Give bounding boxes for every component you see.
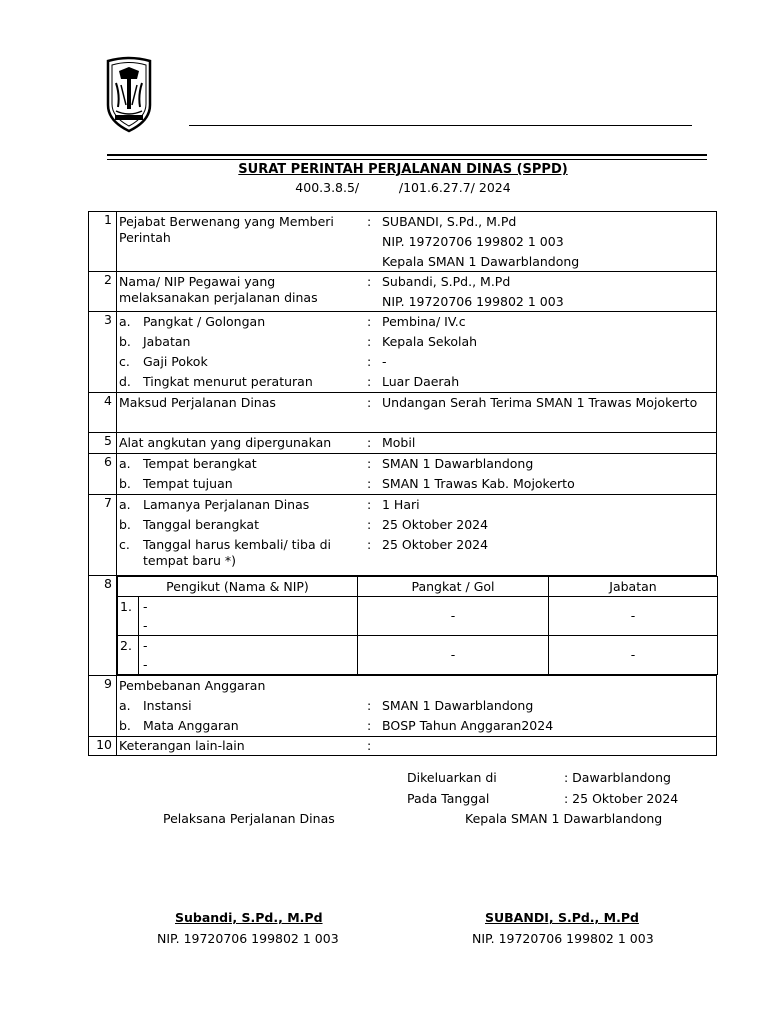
item-colon: : [367, 718, 372, 733]
column-header: Jabatan [549, 577, 718, 597]
follower-row [118, 636, 718, 675]
item-value: BOSP Tahun Anggaran2024 [382, 718, 554, 733]
table-row [89, 737, 717, 756]
document-title: SURAT PERINTAH PERJALANAN DINAS (SPPD) [238, 162, 568, 177]
header-double-rule-thick [107, 154, 707, 156]
item-letter: a. [119, 456, 131, 471]
follower-jabatan: - [549, 636, 718, 675]
follower-name: - [143, 599, 148, 614]
item-letter: b. [119, 718, 131, 733]
follower-name: - [143, 638, 148, 653]
follower-table [117, 576, 718, 675]
item-label: Tempat berangkat [143, 456, 257, 471]
item-colon: : [367, 354, 372, 369]
item-label: Tingkat menurut peraturan [143, 374, 313, 389]
item-colon: : [367, 314, 372, 329]
item-value: 25 Oktober 2024 [382, 537, 489, 552]
table-row [89, 433, 717, 454]
row-number: 8 [89, 576, 117, 676]
province-emblem-icon [104, 55, 154, 133]
item-letter: a. [119, 314, 131, 329]
item-label: Jabatan [143, 334, 191, 349]
row-value: Undangan Serah Terima SMAN 1 Trawas Mojokerto [382, 395, 698, 410]
item-colon: : [367, 517, 372, 532]
row-colon: : [367, 274, 372, 289]
item-label: Pangkat / Golongan [143, 314, 266, 329]
follower-row [118, 597, 718, 636]
row-colon: : [367, 214, 372, 229]
row-number: 10 [89, 737, 117, 756]
issued-label: Dikeluarkan di [407, 770, 497, 785]
row-label: Pembebanan Anggaran [119, 678, 266, 693]
right-signer-nip: NIP. 19720706 199802 1 003 [472, 931, 654, 946]
row-value: NIP. 19720706 199802 1 003 [382, 294, 564, 309]
item-value: - [382, 354, 387, 369]
table-row [89, 495, 717, 576]
item-label: Tanggal harus kembali/ tiba di tempat baru *) [143, 537, 331, 568]
left-signer-name: Subandi, S.Pd., M.Pd [175, 910, 323, 925]
item-colon: : [367, 476, 372, 491]
date-value: : 25 Oktober 2024 [564, 791, 679, 806]
row-value: Subandi, S.Pd., M.Pd [382, 274, 511, 289]
row-colon: : [367, 395, 372, 410]
item-colon: : [367, 334, 372, 349]
left-signer-role: Pelaksana Perjalanan Dinas [163, 811, 335, 826]
item-label: Gaji Pokok [143, 354, 208, 369]
item-letter: b. [119, 517, 131, 532]
row-label: Maksud Perjalanan Dinas [119, 395, 276, 410]
issued-value: : Dawarblandong [564, 770, 671, 785]
table-row [89, 312, 717, 393]
item-letter: b. [119, 334, 131, 349]
row-colon: : [367, 738, 372, 753]
table-row [89, 576, 717, 676]
item-letter: c. [119, 354, 130, 369]
row-value: SUBANDI, S.Pd., M.Pd [382, 214, 517, 229]
row-number: 5 [89, 433, 117, 454]
right-signer-role: Kepala SMAN 1 Dawarblandong [465, 811, 663, 826]
item-label: Tanggal berangkat [143, 517, 259, 532]
row-number: 6 [89, 454, 117, 495]
letterhead-line [189, 125, 692, 126]
row-label: Alat angkutan yang dipergunakan [119, 435, 332, 450]
item-value: Pembina/ IV.c [382, 314, 466, 329]
item-label: Mata Anggaran [143, 718, 239, 733]
row-label: Pejabat Berwenang yang Memberi Perintah [119, 214, 334, 245]
row-value: NIP. 19720706 199802 1 003 [382, 234, 564, 249]
item-letter: b. [119, 476, 131, 491]
follower-jabatan: - [549, 597, 718, 636]
table-row [89, 272, 717, 312]
header-double-rule-thin [107, 159, 707, 160]
follower-index: 2. [120, 638, 132, 653]
item-label: Lamanya Perjalanan Dinas [143, 497, 310, 512]
item-value: Kepala Sekolah [382, 334, 478, 349]
item-value: 1 Hari [382, 497, 420, 512]
item-value: SMAN 1 Trawas Kab. Mojokerto [382, 476, 575, 491]
item-value: SMAN 1 Dawarblandong [382, 698, 534, 713]
row-number: 1 [89, 212, 117, 272]
row-number: 2 [89, 272, 117, 312]
item-value: SMAN 1 Dawarblandong [382, 456, 534, 471]
table-row [89, 393, 717, 433]
row-value: Mobil [382, 435, 416, 450]
document-number: 400.3.8.5/ /101.6.27.7/ 2024 [295, 180, 511, 195]
row-label: Nama/ NIP Pegawai yang melaksanakan perjalanan dinas [119, 274, 318, 305]
date-label: Pada Tanggal [407, 791, 490, 806]
item-colon: : [367, 537, 372, 552]
item-colon: : [367, 698, 372, 713]
row-value: Kepala SMAN 1 Dawarblandong [382, 254, 580, 269]
follower-nip: - [143, 618, 148, 633]
sppd-table [88, 211, 717, 756]
item-colon: : [367, 456, 372, 471]
item-letter: a. [119, 698, 131, 713]
row-number: 9 [89, 676, 117, 737]
row-colon: : [367, 435, 372, 450]
item-label: Tempat tujuan [143, 476, 233, 491]
item-colon: : [367, 497, 372, 512]
right-signer-name: SUBANDI, S.Pd., M.Pd [485, 910, 639, 925]
table-row [89, 212, 717, 272]
row-number: 3 [89, 312, 117, 393]
item-label: Instansi [143, 698, 192, 713]
row-number: 4 [89, 393, 117, 433]
item-letter: a. [119, 497, 131, 512]
row-number: 7 [89, 495, 117, 576]
follower-pangkat: - [358, 636, 549, 675]
table-row [89, 454, 717, 495]
follower-nip: - [143, 657, 148, 672]
item-letter: d. [119, 374, 131, 389]
follower-index: 1. [120, 599, 132, 614]
column-header: Pengikut (Nama & NIP) [118, 577, 358, 597]
table-row [89, 676, 717, 737]
item-value: 25 Oktober 2024 [382, 517, 489, 532]
left-signer-nip: NIP. 19720706 199802 1 003 [157, 931, 339, 946]
follower-pangkat: - [358, 597, 549, 636]
column-header: Pangkat / Gol [358, 577, 549, 597]
row-label: Keterangan lain-lain [119, 738, 245, 753]
item-letter: c. [119, 537, 130, 552]
item-colon: : [367, 374, 372, 389]
item-value: Luar Daerah [382, 374, 460, 389]
